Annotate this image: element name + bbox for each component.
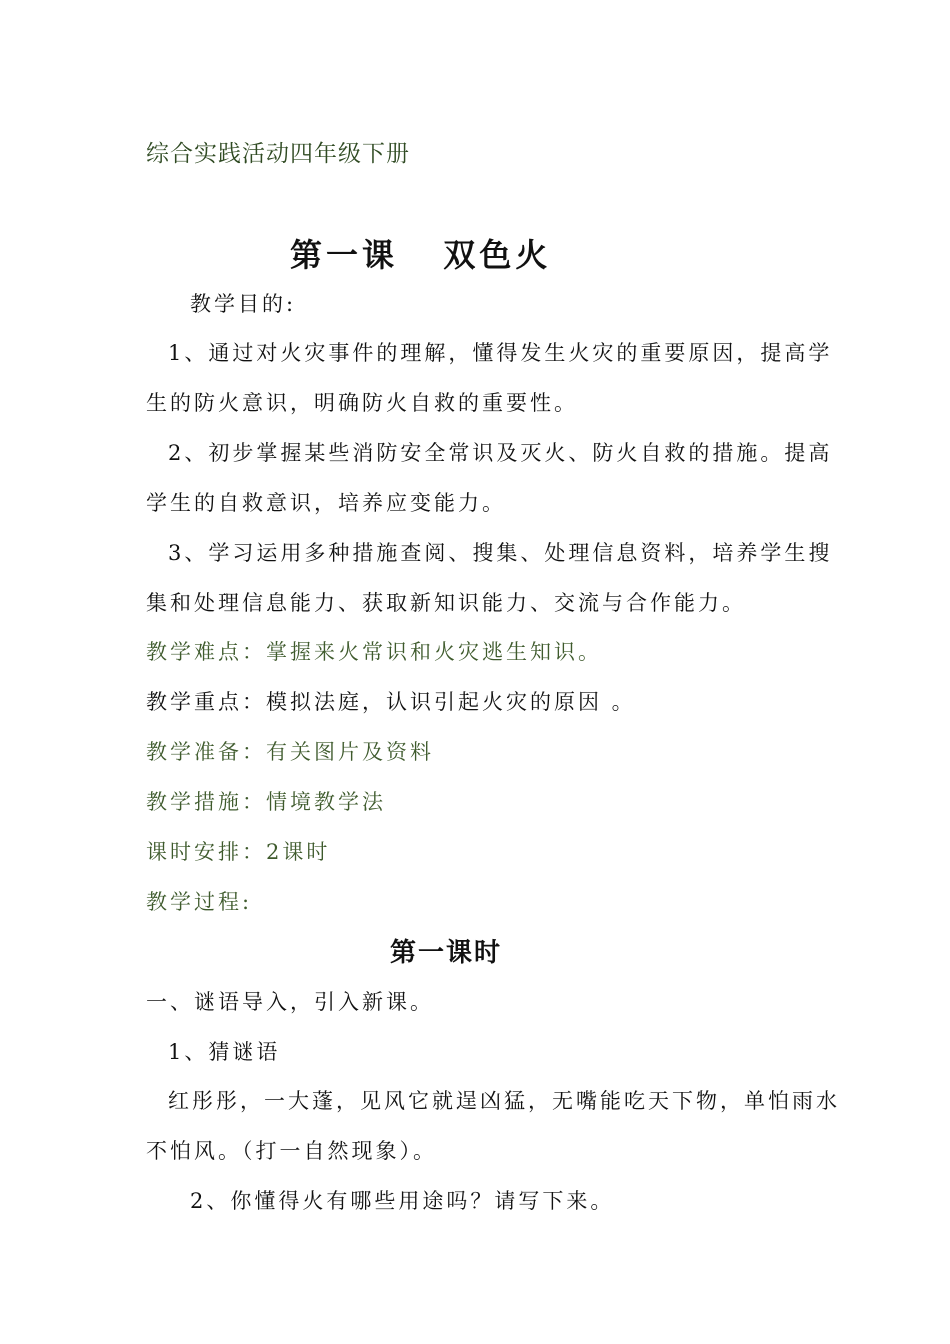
lesson-title: 第一课 双色火 <box>290 236 552 274</box>
teaching-measures: 教学措施：情境教学法 <box>146 790 386 814</box>
teaching-preparation: 教学准备：有关图片及资料 <box>146 740 434 764</box>
teaching-key-point: 教学重点：模拟法庭，认识引起火灾的原因 。 <box>146 690 636 714</box>
riddle-line-2: 不怕风。（打一自然现象）。 <box>146 1139 437 1163</box>
objective-3-line-2: 集和处理信息能力、获取新知识能力、交流与合作能力。 <box>146 591 746 615</box>
section-1-heading: 一、谜语导入，引入新课。 <box>146 990 434 1014</box>
objective-2-line-1: 2、初步掌握某些消防安全常识及灭火、防火自救的措施。提高 <box>168 441 833 465</box>
objective-3-line-1: 3、学习运用多种措施查阅、搜集、处理信息资料，培养学生搜 <box>168 541 833 565</box>
teaching-difficulty: 教学难点：掌握来火常识和火灾逃生知识。 <box>146 640 602 664</box>
objective-1-line-2: 生的防火意识，明确防火自救的重要性。 <box>146 391 578 415</box>
item-1: 1、猜谜语 <box>168 1040 281 1064</box>
objective-2-line-2: 学生的自救意识，培养应变能力。 <box>146 491 506 515</box>
objective-1-line-1: 1、通过对火灾事件的理解，懂得发生火灾的重要原因，提高学 <box>168 341 833 365</box>
item-2: 2、你懂得火有哪些用途吗？请写下来。 <box>190 1189 615 1213</box>
objectives-label: 教学目的: <box>190 292 297 316</box>
teaching-process-label: 教学过程: <box>146 890 253 914</box>
lesson-heading: 第一课时 <box>390 938 503 968</box>
document-header: 综合实践活动四年级下册 <box>146 141 410 167</box>
riddle-line-1: 红彤彤，一大蓬，见风它就逞凶猛，无嘴能吃天下物，单怕雨水 <box>168 1089 840 1113</box>
lesson-schedule: 课时安排：2课时 <box>146 840 331 864</box>
